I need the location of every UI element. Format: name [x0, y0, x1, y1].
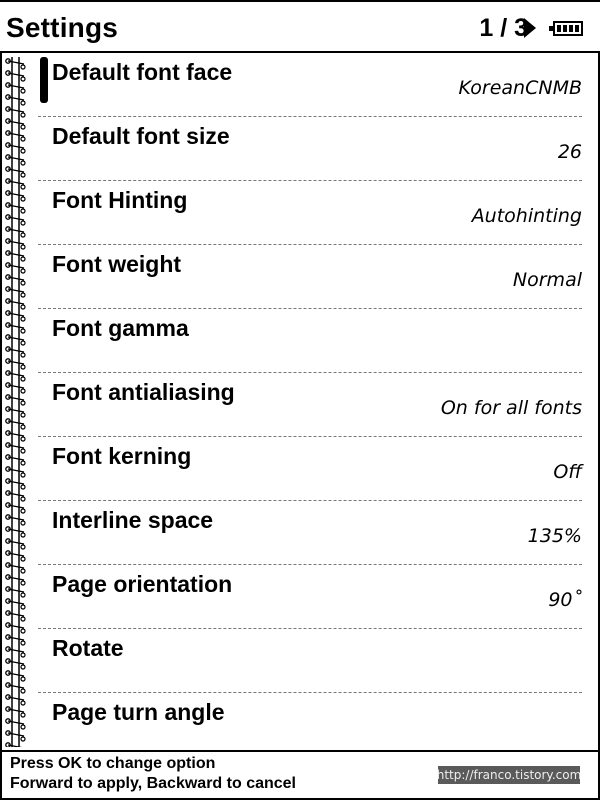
selection-cursor: [40, 57, 48, 103]
title-bar: [0, 0, 600, 53]
spiral-binding-icon: [4, 57, 28, 747]
settings-list: [38, 53, 582, 757]
hint-line-1: Press OK to change option: [10, 755, 216, 772]
setting-label: Interline space: [52, 507, 214, 533]
page-indicator: 1 / 3: [479, 14, 528, 42]
setting-page-turn-angle[interactable]: [38, 693, 582, 757]
hint-line-2: Forward to apply, Backward to cancel: [10, 775, 296, 792]
battery-icon: [553, 21, 583, 36]
setting-font-gamma[interactable]: [38, 309, 582, 373]
setting-page-orientation[interactable]: [38, 565, 582, 629]
setting-label: Page orientation: [52, 571, 233, 597]
setting-value: 26: [557, 141, 582, 163]
setting-label: Rotate: [52, 635, 124, 661]
setting-font-hinting[interactable]: [38, 181, 582, 245]
setting-font-weight[interactable]: [38, 245, 582, 309]
page-title: Settings: [6, 12, 119, 43]
setting-font-kerning[interactable]: [38, 437, 582, 501]
setting-label: Default font size: [52, 123, 230, 149]
setting-font-antialiasing[interactable]: [38, 373, 582, 437]
next-page-icon[interactable]: [524, 18, 536, 38]
setting-label: Default font face: [52, 59, 233, 85]
setting-value: KoreanCNMB: [458, 77, 582, 99]
setting-label: Font weight: [52, 251, 182, 277]
setting-label: Font kerning: [52, 443, 192, 469]
setting-default-font-size[interactable]: [38, 117, 582, 181]
setting-value: Off: [553, 461, 582, 483]
setting-value: 90˚: [548, 589, 582, 611]
setting-rotate[interactable]: [38, 629, 582, 693]
settings-panel: [0, 53, 600, 750]
setting-value: 135%: [527, 525, 582, 547]
setting-default-font-face[interactable]: [38, 53, 582, 117]
footer-hint-bar: [0, 750, 600, 800]
setting-label: Font antialiasing: [52, 379, 235, 405]
watermark-label: http://franco.tistory.com: [436, 768, 582, 782]
setting-interline-space[interactable]: [38, 501, 582, 565]
setting-label: Page turn angle: [52, 699, 225, 725]
setting-value: Autohinting: [471, 205, 582, 227]
setting-label: Font gamma: [52, 315, 189, 341]
setting-value: On for all fonts: [440, 397, 582, 419]
setting-label: Font Hinting: [52, 187, 188, 213]
setting-value: Normal: [512, 269, 582, 291]
